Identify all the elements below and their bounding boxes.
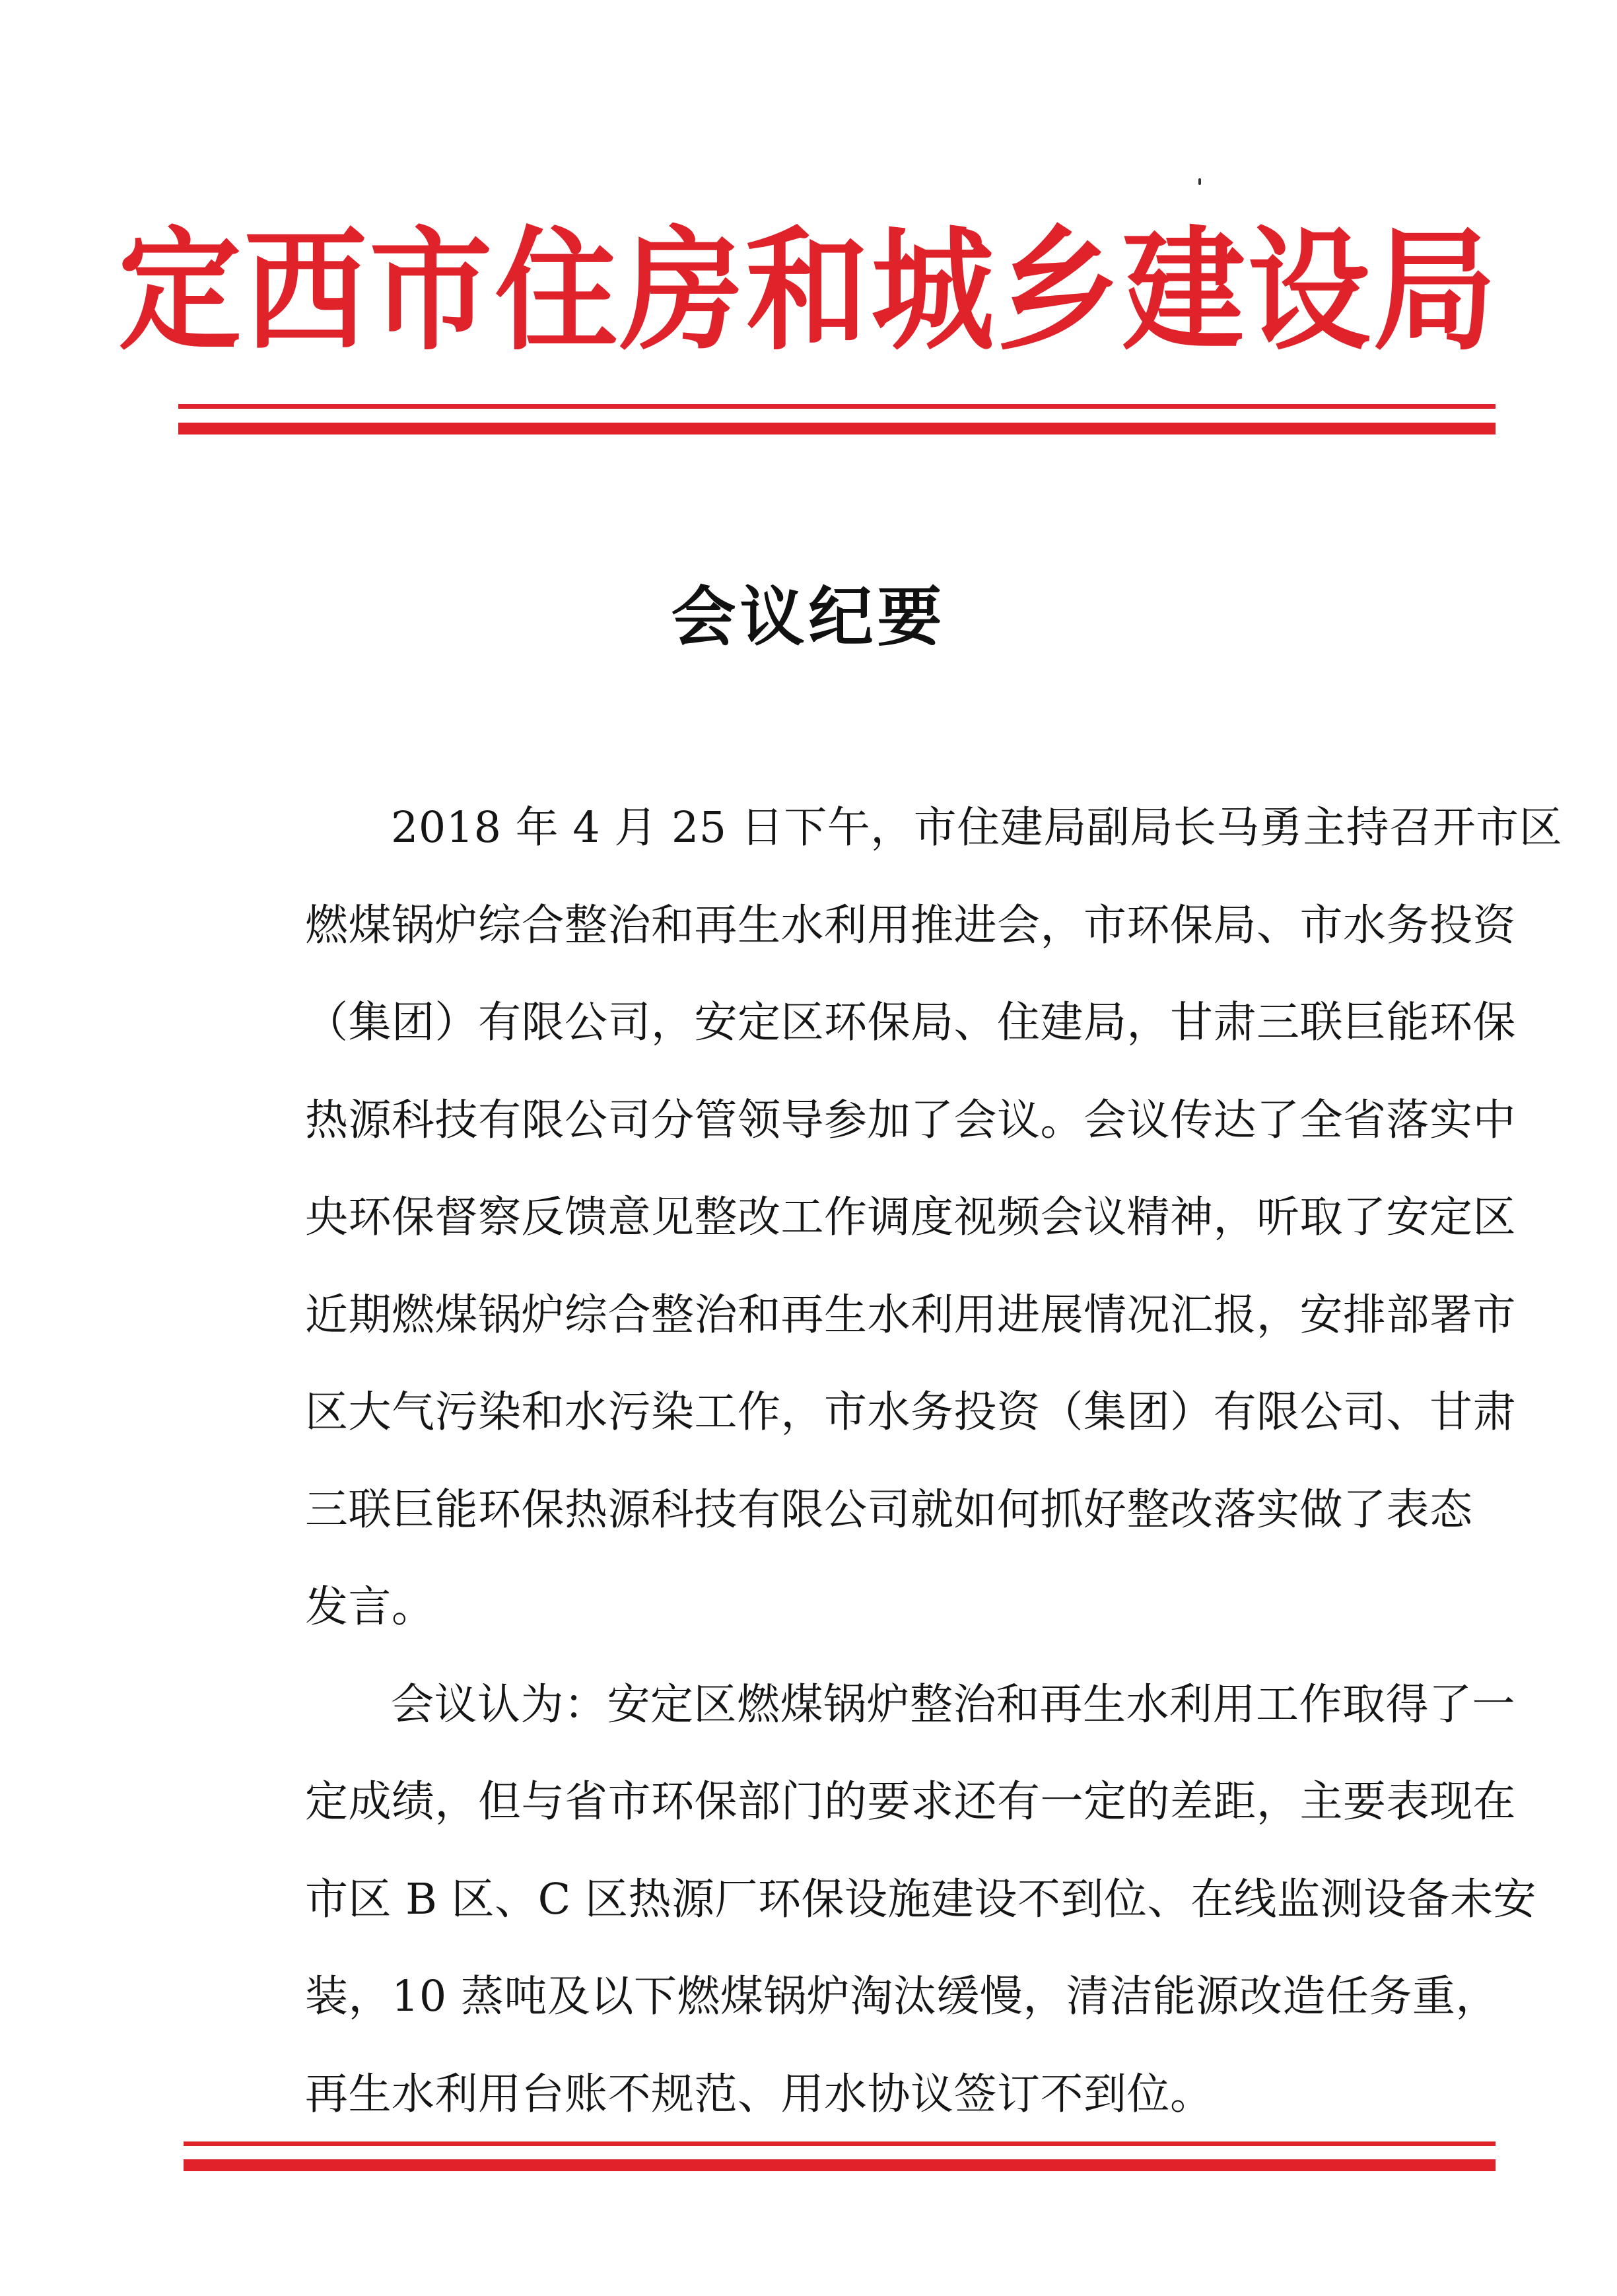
paragraph-line: 市区 B 区、C 区热源厂环保设施建设不到位、在线监测设备未安 (305, 1874, 1536, 1924)
paragraph-line: 装，10 蒸吨及以下燃煤锅炉淘汰缓慢，清洁能源改造任务重， (305, 1972, 1499, 2021)
footer-rule-thick (184, 2159, 1496, 2171)
paragraph-line: （集团）有限公司，安定区环保局、住建局，甘肃三联巨能环保 (305, 998, 1517, 1047)
paragraph-line: 2018 年 4 月 25 日下午，市住建局副局长马勇主持召开市区 (391, 803, 1563, 852)
letterhead-org-name: 定西市住房和城乡建设局 (118, 212, 1499, 368)
letterhead-rule-thin (178, 404, 1496, 409)
paragraph-2 (219, 1656, 1536, 2143)
paragraph-line: 发言。 (305, 1582, 435, 1632)
paragraph-line: 三联巨能环保热源科技有限公司就如何抓好整改落实做了表态 (305, 1484, 1473, 1535)
paragraph-line: 区大气污染和水污染工作，市水务投资（集团）有限公司、甘肃 (305, 1387, 1517, 1437)
paragraph-line: 会议认为：安定区燃煤锅炉整治和再生水利用工作取得了一 (391, 1679, 1516, 1729)
paragraph-line: 央环保督察反馈意见整改工作调度视频会议精神，听取了安定区 (305, 1193, 1517, 1242)
paragraph-1 (219, 779, 1563, 1656)
paragraph-line: 热源科技有限公司分管领导参加了会议。会议传达了全省落实中 (305, 1095, 1517, 1145)
document-title: 会议纪要 (671, 580, 946, 655)
paragraph-line: 再生水利用台账不规范、用水协议签订不到位。 (305, 2069, 1214, 2119)
scan-speck (1198, 178, 1201, 185)
paragraph-line: 定成绩，但与省市环保部门的要求还有一定的差距，主要表现在 (305, 1777, 1517, 1826)
footer-rule-thin (184, 2141, 1496, 2146)
paragraph-line: 燃煤锅炉综合整治和再生水利用推进会，市环保局、市水务投资 (305, 900, 1517, 950)
letterhead-rule-thick (178, 423, 1496, 435)
paragraph-line: 近期燃煤锅炉综合整治和再生水利用进展情况汇报，安排部署市 (305, 1290, 1517, 1340)
document-body (219, 779, 1563, 2143)
